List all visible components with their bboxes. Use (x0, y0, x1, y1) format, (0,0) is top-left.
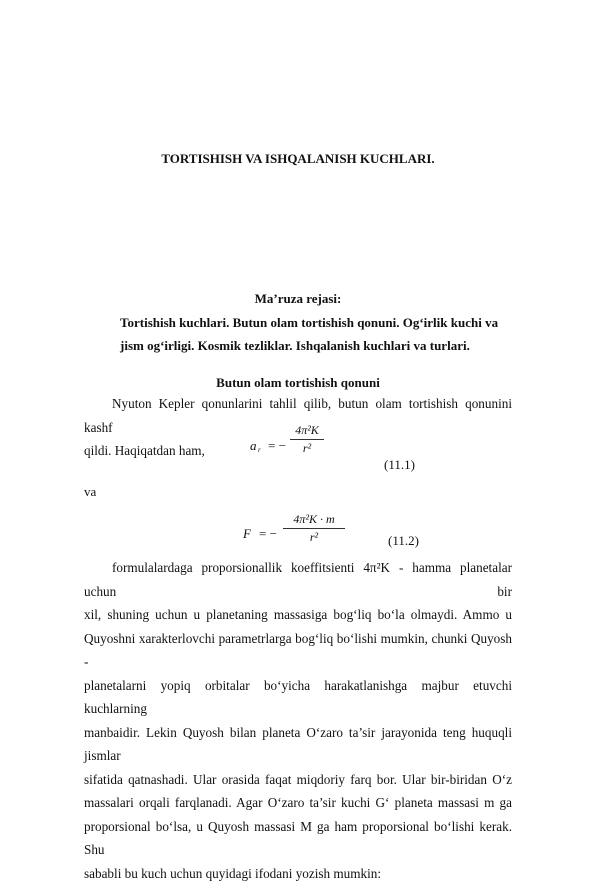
formula-2-bar (283, 528, 345, 529)
plan-line-2: jism og‘irligi. Kosmik tezliklar. Ishqalanish kuchlari va turlari. (120, 338, 470, 354)
body-line: manbaidir. Lekin Quyosh bilan planeta O‘zaro ta’sir jarayonida teng huquqli jismlar (84, 721, 512, 768)
body-line: planetalarni yopiq orbitalar bo‘yicha harakatlanishga majbur etuvchi kuchlarning (84, 674, 512, 721)
formula-2-eq: = − (259, 526, 277, 542)
formula-11-1 (250, 426, 370, 466)
formula-2-lhs: F (243, 526, 251, 542)
formula-1-numerator: 4π²K (290, 423, 324, 438)
formula-1-eq: = − (268, 438, 286, 454)
body-line: Quyoshni xarakterlovchi parametrlarga bog‘liq bo‘lishi mumkin, chunki Quyosh - (84, 627, 512, 674)
section-heading: Butun olam tortishish qonuni (0, 375, 596, 391)
formula-1-lhs-sub: r (258, 446, 261, 454)
body-paragraph (84, 556, 512, 885)
body-line: xil, shuning uchun u planetaning massasiga bog‘liq bo‘la olmaydi. Ammo u (84, 603, 512, 627)
body-line: massalari orqali farqlanadi. Agar O‘zaro ta’sir kuchi G‘ planeta massasi m ga (84, 791, 512, 815)
intro-line-2: qildi. Haqiqatdan ham, (84, 439, 512, 463)
document-title: TORTISHISH VA ISHQALANISH KUCHLARI. (0, 151, 596, 167)
formula-2-numerator: 4π²K · m (283, 512, 345, 527)
formula-11-2 (243, 512, 363, 554)
equation-number-11-1: (11.1) (384, 457, 415, 473)
formula-1-bar (290, 439, 324, 440)
formula-1-denominator: r² (290, 441, 324, 456)
formula-2-fraction (283, 512, 345, 545)
body-line: proporsional bo‘lsa, u Quyosh massasi M ga ham proporsional bo‘lishi kerak. Shu (84, 815, 512, 862)
formula-1-fraction (290, 423, 324, 456)
connector-va: va (84, 484, 96, 500)
plan-heading: Ma’ruza rejasi: (0, 291, 596, 307)
plan-line-1: Tortishish kuchlari. Butun olam tortishish qonuni. Og‘irlik kuchi va (120, 315, 498, 331)
body-line: sifatida qatnashadi. Ular orasida faqat miqdoriy farq bor. Ular bir-biridan O‘z (84, 768, 512, 792)
body-line: sababli bu kuch uchun quyidagi ifodani yozish mumkin: (84, 862, 512, 885)
formula-2-denominator: r² (283, 530, 345, 545)
body-line: formulalardaga proporsionallik koeffitsienti 4π²K - hamma planetalar uchun bir (84, 556, 512, 603)
intro-line-1: Nyuton Kepler qonunlarini tahlil qilib, butun olam tortishish qonunini kashf (84, 392, 512, 439)
formula-1-lhs: a (250, 438, 257, 454)
equation-number-11-2: (11.2) (388, 533, 419, 549)
